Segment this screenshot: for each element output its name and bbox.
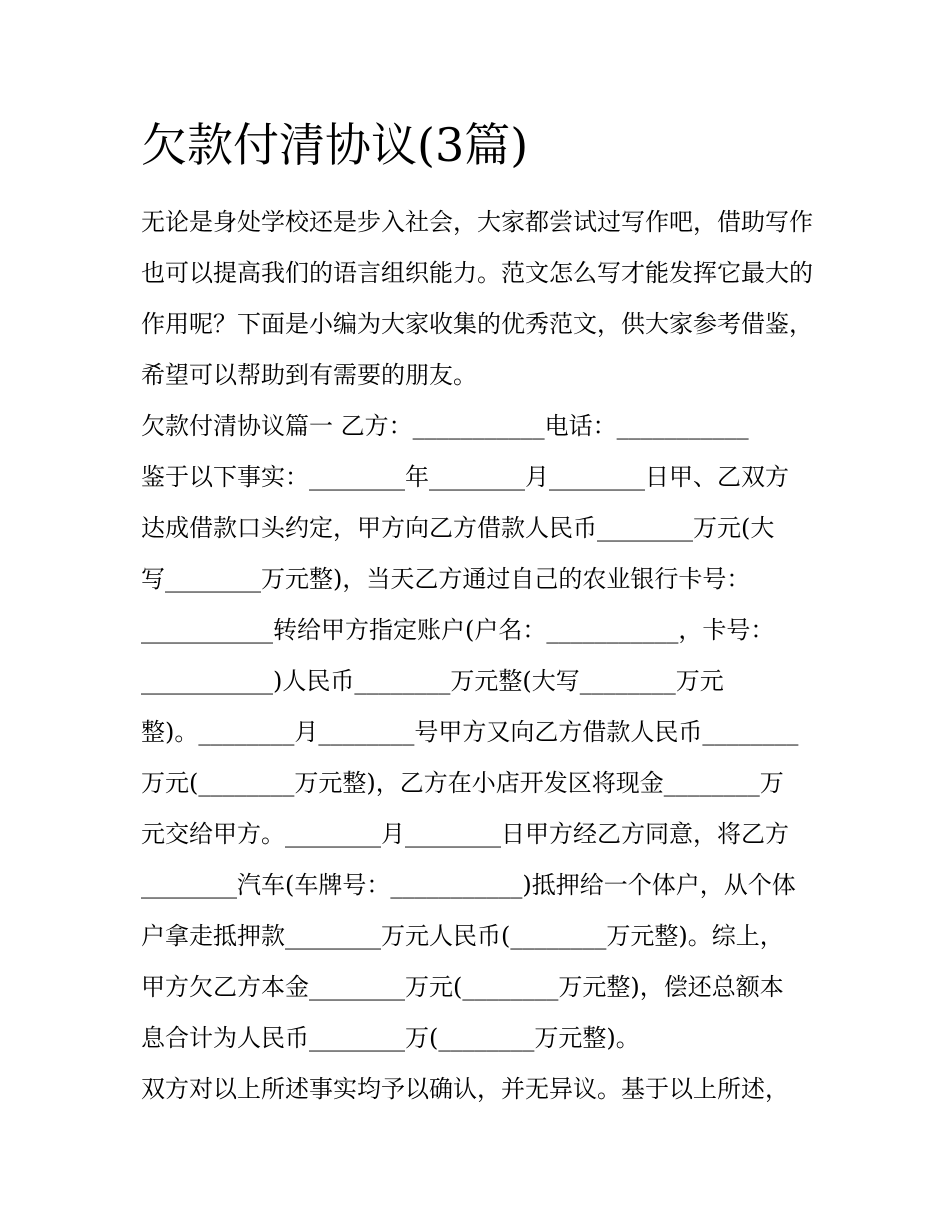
intro-paragraph: 无论是身处学校还是步入社会，大家都尝试过写作吧，借助写作也可以提高我们的语言组织能力。范文怎么写才能发挥它最大的作用呢？下面是小编为大家收集的优秀范文，供大家参考借鉴，希望可以帮助到有需要的朋友。 <box>141 208 813 389</box>
body-line: 息合计为人民币________万(________万元整)。 <box>141 1024 640 1052</box>
body-line: 整)。________月________号甲方又向乙方借款人民币________ <box>141 718 799 746</box>
body-line: 双方对以上所述事实均予以确认，并无异议。基于以上所述， <box>141 1075 789 1103</box>
body-line: ___________转给甲方指定账户(户名：___________，卡号： <box>141 616 775 644</box>
body-line: 户拿走抵押款________万元人民币(________万元整)。综上， <box>141 922 784 950</box>
body-line: ________汽车(车牌号：___________)抵押给一个体户，从个体 <box>141 871 796 899</box>
body-line: 欠款付清协议篇一 乙方：___________电话：___________ <box>141 412 749 440</box>
body-line: 鉴于以下事实：________年________月________日甲、乙双方 <box>141 463 789 491</box>
body-line: 万元(________万元整)，乙方在小店开发区将现金________万 <box>141 769 784 797</box>
body-line: 写________万元整)，当天乙方通过自己的农业银行卡号： <box>141 565 751 593</box>
body-line: 甲方欠乙方本金________万元(________万元整)，偿还总额本 <box>141 973 784 1001</box>
body-line: ___________)人民币________万元整(大写________万元 <box>141 667 724 695</box>
page-title: 欠款付清协议(3篇) <box>141 118 529 172</box>
body-line: 达成借款口头约定，甲方向乙方借款人民币________万元(大 <box>141 514 775 542</box>
body-line: 元交给甲方。________月________日甲方经乙方同意，将乙方 <box>141 820 789 848</box>
